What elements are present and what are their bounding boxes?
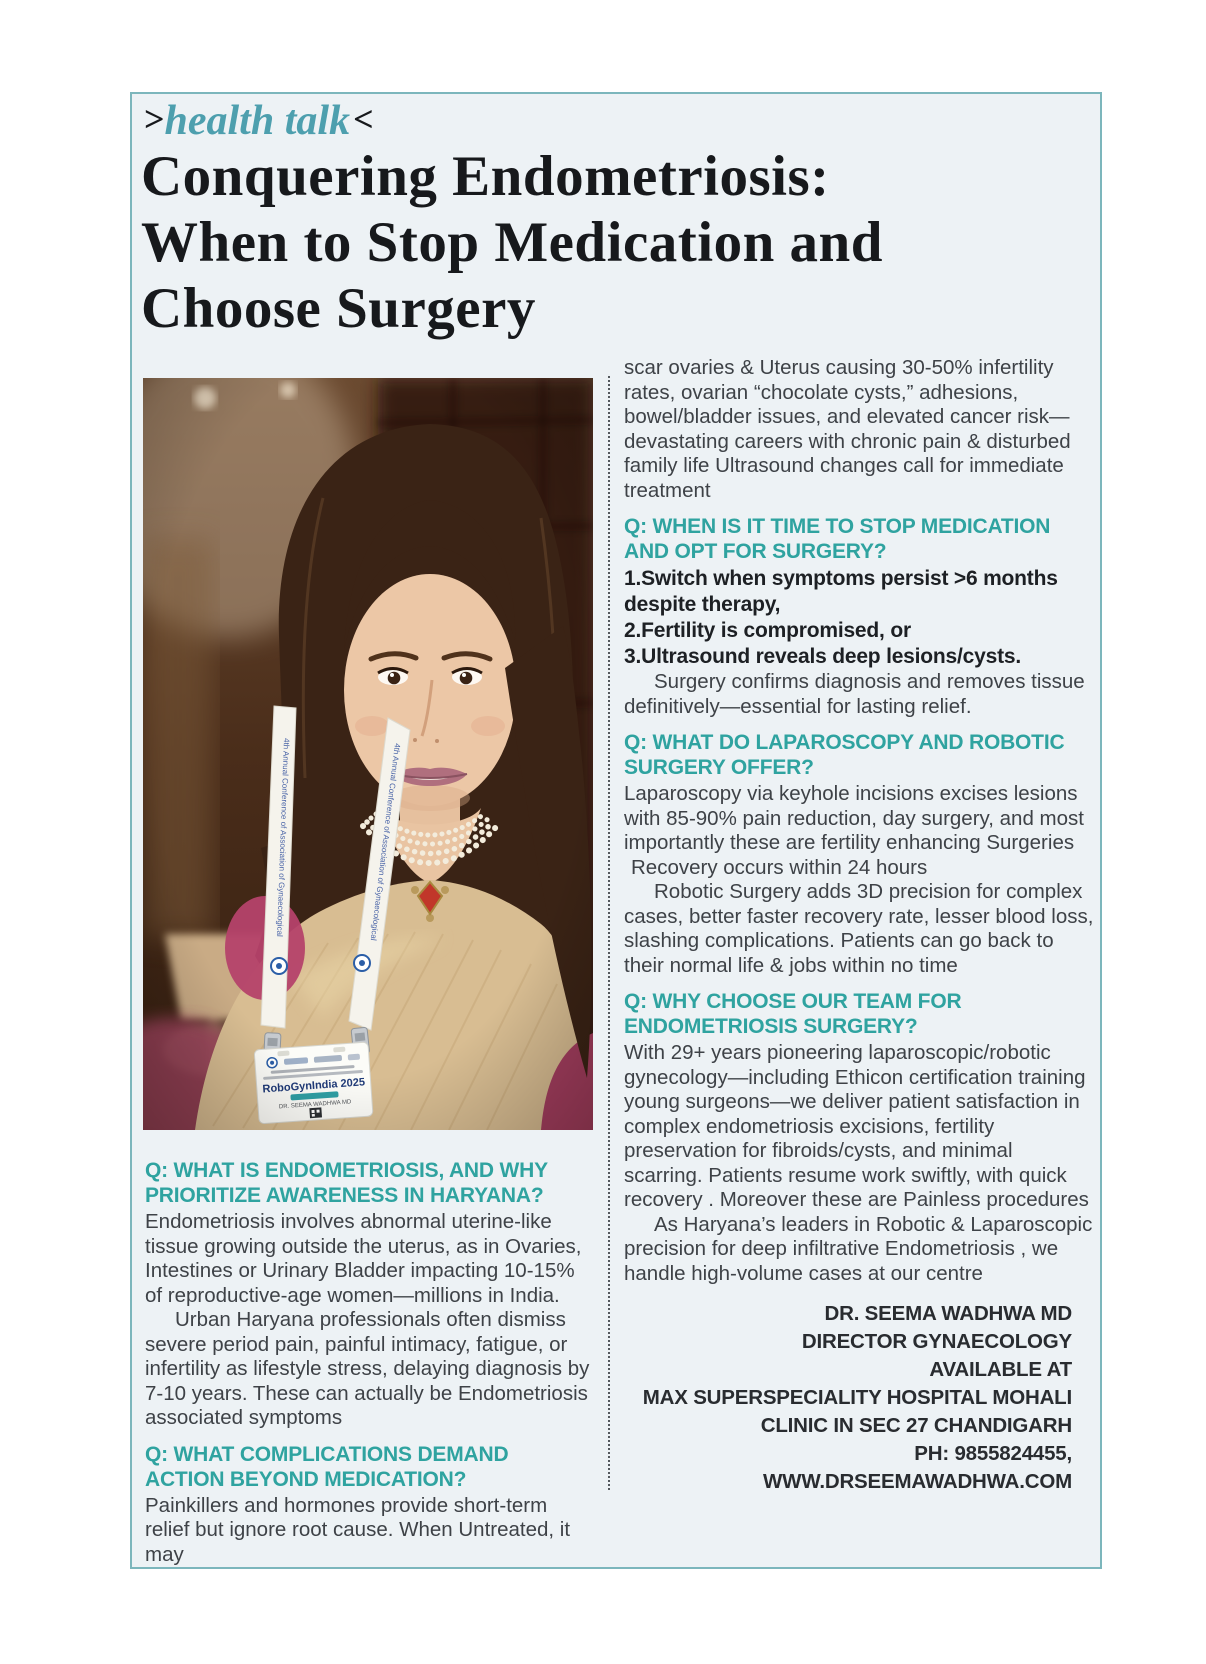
- credit-line-available: AVAILABLE AT: [929, 1358, 1072, 1381]
- qa-section: [145, 1158, 591, 1431]
- continuation-paragraph: scar ovaries & Uterus causing 30-50% infertility rates, ovarian “chocolate cysts,” adhesions, bowel/bladder issues, and elevated cancer risk—devastating careers with chronic pain & disturbed family life Ultrasound changes call for immediate treatment: [624, 356, 1071, 502]
- answer-paragraph: Laparoscopy via keyhole incisions excises lesions with 85-90% pain reduction, day surgery, and most importantly these are fertility enhancing Surgeries: [624, 782, 1084, 854]
- right-column: [624, 356, 1096, 1496]
- credit-line-website: WWW.DRSEEMAWADHWA.COM: [763, 1470, 1072, 1493]
- question-heading: Q: WHAT COMPLICATIONS DEMAND ACTION BEYOND MEDICATION?: [145, 1442, 509, 1491]
- left-column: [145, 1158, 591, 1567]
- kicker-arrow-right-icon: <: [353, 99, 371, 139]
- title-line: Choose Surgery: [141, 277, 536, 340]
- qa-section: [624, 989, 1096, 1286]
- answer-paragraph: Painkillers and hormones provide short-term relief but ignore root cause. When Untreated, it may: [145, 1493, 571, 1566]
- article-panel: [130, 92, 1102, 1569]
- credits-block: [624, 1300, 1096, 1496]
- answer-paragraph: Endometriosis involves abnormal uterine-like tissue growing outside the uterus, as in Ovaries, Intestines or Urinary Bladder impacting 10-15% of reproductive-age women—millions in India.: [145, 1210, 582, 1307]
- answer-paragraph: Robotic Surgery adds 3D precision for complex cases, better faster recovery rate, lesser blood loss, slashing complications. Patients can go back to their normal life & jobs within no time: [624, 880, 1094, 977]
- qa-section: [624, 514, 1096, 719]
- kicker: [144, 100, 371, 142]
- answer-paragraph: As Haryana’s leaders in Robotic & Laparoscopic precision for deep infiltrative Endometriosis , we handle high-volume cases at our centre: [624, 1212, 1093, 1285]
- answer-paragraph: Recovery occurs within 24 hours: [631, 855, 928, 879]
- credit-line-title: DIRECTOR GYNAECOLOGY: [801, 1330, 1072, 1353]
- doctor-photo: [143, 378, 593, 1130]
- question-heading: Q: WHEN IS IT TIME TO STOP MEDICATION AND OPT FOR SURGERY?: [624, 515, 1051, 563]
- question-heading: Q: WHAT DO LAPAROSCOPY AND ROBOTIC SURGERY OFFER?: [624, 731, 1065, 779]
- question-heading: Q: WHY CHOOSE OUR TEAM FOR ENDOMETRIOSIS SURGERY?: [624, 990, 962, 1038]
- photo-vignette: [143, 378, 593, 1130]
- qa-section: [624, 730, 1096, 978]
- credit-line-hospital: MAX SUPERSPECIALITY HOSPITAL MOHALI: [642, 1386, 1072, 1409]
- title-line: When to Stop Medication and: [141, 211, 883, 274]
- answer-paragraph: With 29+ years pioneering laparoscopic/robotic gynecology—including Ethicon certification training young surgeons—we deliver patient satisfaction in complex endometriosis excisions, fertility preservation for fibroids/cysts, and minimal scarring. Patients resume work swiftly, with quick recovery . Moreover these are Painless procedures: [624, 1041, 1089, 1211]
- list-item: 1.Switch when symptoms persist >6 months despite therapy,: [624, 567, 1058, 616]
- credit-line-phone: PH: 9855824455,: [914, 1442, 1072, 1465]
- list-item: 3.Ultrasound reveals deep lesions/cysts.: [624, 645, 1022, 668]
- list-item: 2.Fertility is compromised, or: [624, 619, 911, 642]
- kicker-arrow-left-icon: >: [144, 99, 162, 139]
- credit-line-clinic: CLINIC IN SEC 27 CHANDIGARH: [760, 1414, 1072, 1437]
- answer-paragraph: Surgery confirms diagnosis and removes tissue definitively—essential for lasting relief.: [624, 670, 1085, 718]
- question-heading: Q: WHAT IS ENDOMETRIOSIS, AND WHY PRIORITIZE AWARENESS IN HARYANA?: [145, 1159, 548, 1207]
- credit-line-doctor-name: DR. SEEMA WADHWA MD: [824, 1302, 1072, 1325]
- article-title: [141, 144, 1096, 342]
- kicker-label: health talk: [164, 98, 351, 144]
- title-line: Conquering Endometriosis:: [141, 145, 830, 208]
- column-divider: [608, 376, 610, 1490]
- qa-section: [145, 1442, 591, 1568]
- numbered-list: [624, 566, 1096, 670]
- portrait-illustration: [143, 378, 593, 1130]
- answer-paragraph: Urban Haryana professionals often dismiss severe period pain, painful intimacy, fatigue, or infertility as lifestyle stress, delaying diagnosis by 7-10 years. These can actually be Endometriosis associated symptoms: [145, 1308, 590, 1429]
